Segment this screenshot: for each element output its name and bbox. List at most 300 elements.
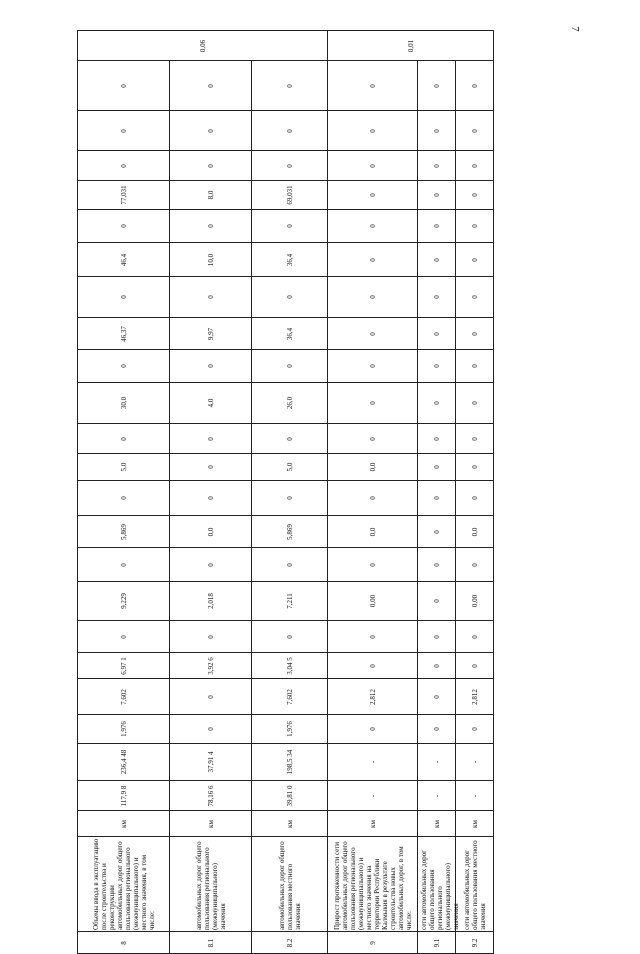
value-cell (252, 318, 328, 350)
value-text: 0 (285, 224, 294, 228)
value-text: 0 (470, 128, 479, 133)
value-text: 0 (285, 436, 294, 441)
value-text: 26,0 (285, 396, 294, 410)
value-cell (456, 61, 494, 111)
value-text: 0 (368, 496, 377, 500)
value-cell (252, 744, 328, 781)
value-cell (328, 111, 418, 151)
value-cell (78, 424, 170, 454)
value-text: 0,00 (470, 594, 479, 608)
value-text: 0 (432, 128, 441, 133)
value-text: 0 (119, 83, 128, 88)
indicator-name-cell (78, 837, 170, 932)
value-text: 0 (470, 224, 479, 228)
value-cell (456, 318, 494, 350)
value-cell (328, 679, 418, 715)
value-text: 0 (368, 562, 377, 567)
value-text: 0 (206, 295, 215, 299)
value-cell (170, 744, 252, 781)
value-cell (418, 111, 456, 151)
value-cell (252, 243, 328, 277)
unit-text: км (285, 819, 294, 828)
value-text: 0 (119, 224, 128, 228)
row-number-cell (418, 932, 456, 954)
value-cell (328, 181, 418, 210)
value-cell (328, 61, 418, 111)
value-cell (456, 350, 494, 383)
value-cell (170, 181, 252, 210)
value-band (78, 481, 494, 516)
rotated-table (77, 30, 493, 947)
value-cell (252, 454, 328, 481)
value-text: 0 (432, 465, 441, 469)
indicator-name: сети автомобильных дорог общего пользования местного значения (462, 840, 487, 930)
unit-cell (418, 811, 456, 837)
value-cell (78, 383, 170, 424)
value-text: 36,4 (285, 327, 294, 340)
value-band (78, 277, 494, 318)
page-number: 7 (569, 26, 580, 32)
value-cell (328, 210, 418, 243)
value-text: 0 (432, 562, 441, 567)
value-text: 0 (206, 83, 215, 88)
value-band (78, 715, 494, 744)
value-text: 0 (206, 436, 215, 441)
name-band (78, 837, 494, 932)
value-cell (328, 151, 418, 181)
value-cell (78, 111, 170, 151)
value-cell (78, 61, 170, 111)
value-text: 0 (470, 663, 479, 668)
value-text: 0 (368, 163, 377, 168)
value-cell (78, 454, 170, 481)
value-cell (328, 454, 418, 481)
indicator-name: Объемы ввода в эксплуатацию после строительства и реконструкции автомобильных дорог общего пользования регионального (межмуниципального) и местного значения, в том числе: (91, 838, 156, 930)
value-text: 0 (206, 364, 215, 368)
value-text: - (470, 794, 479, 797)
value-cell (418, 744, 456, 781)
value-cell (418, 715, 456, 744)
value-cell (78, 548, 170, 582)
value-text: 78,16 6 (206, 785, 215, 806)
value-text: 0 (470, 295, 479, 299)
value-band (78, 111, 494, 151)
value-text: 9,229 (119, 593, 128, 609)
row-number: 8.2 (285, 938, 294, 947)
value-text: 0 (285, 562, 294, 567)
value-text: 1,976 (285, 721, 294, 737)
value-cell (170, 210, 252, 243)
value-cell (456, 744, 494, 781)
value-text: 0 (470, 562, 479, 567)
value-text: 6,97 1 (119, 656, 128, 675)
value-cell (170, 243, 252, 277)
value-cell (418, 548, 456, 582)
value-cell (252, 350, 328, 383)
header-value-left-cell (78, 31, 328, 61)
row-number: 9.2 (470, 938, 479, 947)
value-text: 3,04 5 (285, 656, 294, 675)
value-cell (418, 454, 456, 481)
value-cell (328, 277, 418, 318)
value-cell (456, 151, 494, 181)
value-cell (418, 481, 456, 516)
value-cell (252, 181, 328, 210)
value-cell (456, 679, 494, 715)
value-text: 4,0 (206, 398, 215, 408)
value-band (78, 653, 494, 679)
value-text: 0 (285, 496, 294, 500)
value-text: 0 (470, 364, 479, 368)
value-band (78, 582, 494, 621)
value-cell (170, 111, 252, 151)
value-text: 0 (119, 128, 128, 133)
value-cell (170, 481, 252, 516)
value-text: 46,4 (119, 253, 128, 266)
value-cell (328, 383, 418, 424)
value-text: 46,37 (119, 325, 128, 342)
value-cell (328, 653, 418, 679)
indicator-name-cell (328, 837, 418, 932)
value-text: 7,602 (119, 688, 128, 705)
value-text: 0 (206, 128, 215, 133)
value-cell (78, 621, 170, 653)
value-text: 0 (206, 163, 215, 168)
value-text: 0 (119, 634, 128, 639)
row-number: 9.1 (432, 938, 441, 947)
value-cell (252, 111, 328, 151)
value-cell (418, 516, 456, 548)
value-text: - (432, 760, 441, 764)
indicator-name-cell (418, 837, 460, 932)
value-cell (328, 516, 418, 548)
value-text: 0 (470, 257, 479, 262)
value-cell (456, 210, 494, 243)
value-band (78, 781, 494, 811)
value-text: 0,0 (368, 527, 377, 536)
value-text: 0 (368, 83, 377, 88)
value-text: 0 (470, 83, 479, 88)
value-cell (328, 621, 418, 653)
value-cell (418, 181, 456, 210)
value-cell (252, 781, 328, 811)
value-text: 198,5 34 (285, 749, 294, 775)
row-number: 9 (368, 940, 377, 945)
value-cell (252, 679, 328, 715)
value-text: 0 (432, 496, 441, 500)
value-band (78, 151, 494, 181)
value-cell (78, 582, 170, 621)
indicator-name-cell (170, 837, 252, 932)
value-text: 0 (285, 364, 294, 368)
value-cell (78, 210, 170, 243)
value-cell (456, 781, 494, 811)
value-cell (252, 151, 328, 181)
value-cell (328, 481, 418, 516)
value-cell (170, 424, 252, 454)
value-text: 0 (470, 496, 479, 500)
row-number-cell (170, 932, 252, 954)
value-cell (78, 181, 170, 210)
value-cell (328, 781, 418, 811)
value-band (78, 318, 494, 350)
value-cell (78, 243, 170, 277)
value-cell (418, 277, 456, 318)
value-text: 117,9 8 (119, 785, 128, 806)
value-cell (252, 424, 328, 454)
unit-text: км (119, 819, 128, 828)
value-text: 236,4 48 (119, 749, 128, 775)
value-cell (418, 781, 456, 811)
value-text: 0 (368, 401, 377, 405)
value-cell (456, 653, 494, 679)
value-text: 0 (432, 599, 441, 603)
value-text: 5,869 (285, 523, 294, 540)
value-text: 0 (432, 193, 441, 197)
value-text: 0 (432, 401, 441, 405)
value-text: 1,976 (119, 721, 128, 737)
value-text: 0 (206, 727, 215, 731)
unit-cell (170, 811, 252, 837)
value-cell (252, 582, 328, 621)
value-text: 0,0 (206, 527, 215, 536)
value-text: 0 (432, 257, 441, 262)
unit-text: км (206, 819, 215, 828)
value-cell (170, 516, 252, 548)
value-cell (418, 61, 456, 111)
value-cell (170, 621, 252, 653)
value-cell (418, 151, 456, 181)
header-value-right: 0,01 (406, 39, 415, 52)
value-cell (418, 621, 456, 653)
value-text: 30,0 (119, 396, 128, 410)
value-cell (418, 318, 456, 350)
value-text: 0 (432, 694, 441, 699)
value-text: 0 (368, 436, 377, 441)
value-text: 0 (119, 562, 128, 567)
value-text: 0 (432, 224, 441, 228)
value-text: 0 (368, 295, 377, 299)
value-cell (78, 715, 170, 744)
value-cell (78, 653, 170, 679)
value-cell (418, 653, 456, 679)
value-text: - (368, 760, 377, 764)
row-number-cell (252, 932, 328, 954)
value-cell (456, 548, 494, 582)
value-cell (456, 424, 494, 454)
indicator-name: Прирост протяженности сети автомобильных дорог общего пользования регионального (межмуниципального) и местного значения на территории Республики Калмыкия в результате строительства новых автомобильных дорог, в том числе: (332, 841, 413, 930)
value-text: 0,00 (368, 594, 377, 608)
value-text: - (432, 794, 441, 797)
value-band (78, 181, 494, 210)
value-band (78, 61, 494, 111)
value-text: 0 (470, 193, 479, 197)
value-text: 0 (432, 364, 441, 368)
unit-cell (328, 811, 418, 837)
value-cell (252, 516, 328, 548)
value-band (78, 744, 494, 781)
value-cell (456, 715, 494, 744)
value-cell (456, 481, 494, 516)
value-cell (78, 516, 170, 548)
value-text: 36,4 (285, 253, 294, 266)
value-band (78, 454, 494, 481)
value-text: 0 (432, 163, 441, 168)
value-cell (78, 679, 170, 715)
value-band (78, 243, 494, 277)
value-band (78, 548, 494, 582)
value-cell (170, 350, 252, 383)
value-text: 7,211 (285, 593, 294, 609)
value-text: 5,0 (119, 462, 128, 472)
value-text: 0 (285, 163, 294, 168)
value-cell (328, 318, 418, 350)
value-text: 0 (285, 634, 294, 639)
value-cell (456, 277, 494, 318)
value-text: 0 (368, 224, 377, 228)
value-text: 0 (368, 331, 377, 336)
value-text: 0,0 (470, 527, 479, 536)
value-text: 0 (368, 257, 377, 262)
value-text: 2,812 (470, 688, 479, 705)
value-cell (252, 210, 328, 243)
value-text: 2,812 (368, 688, 377, 705)
value-cell (170, 582, 252, 621)
value-cell (252, 277, 328, 318)
value-cell (78, 781, 170, 811)
value-text: 9,97 (206, 327, 215, 340)
value-cell (78, 277, 170, 318)
header-value-left: 0,06 (198, 39, 207, 52)
value-text: 2,018 (206, 593, 215, 609)
value-cell (170, 277, 252, 318)
value-cell (418, 383, 456, 424)
value-band (78, 621, 494, 653)
value-text: 0 (119, 295, 128, 299)
value-text: 77,031 (119, 185, 128, 205)
value-text: 0 (206, 562, 215, 567)
value-text: 0 (470, 634, 479, 639)
value-band (78, 679, 494, 715)
value-cell (418, 350, 456, 383)
value-cell (170, 61, 252, 111)
value-band (78, 350, 494, 383)
value-text: 0 (432, 529, 441, 534)
value-text: 0 (432, 436, 441, 441)
row-number: 8 (119, 940, 128, 945)
value-cell (170, 653, 252, 679)
value-cell (418, 243, 456, 277)
indicator-name-cell (252, 837, 328, 932)
value-text: 0 (368, 663, 377, 668)
value-cell (252, 481, 328, 516)
value-cell (418, 679, 456, 715)
value-text: 5,869 (119, 523, 128, 540)
value-cell (418, 424, 456, 454)
value-cell (328, 744, 418, 781)
value-text: 0 (470, 465, 479, 469)
value-text: 0 (206, 634, 215, 639)
value-band (78, 210, 494, 243)
value-cell (252, 715, 328, 744)
number-band (78, 932, 494, 954)
value-cell (252, 653, 328, 679)
value-text: 0 (432, 663, 441, 668)
value-band (78, 383, 494, 424)
value-text: 0 (119, 436, 128, 441)
indicator-name: автомобильных дорог общего пользования регионального (межмуниципального) значения (194, 841, 227, 930)
unit-cell (456, 811, 494, 837)
value-cell (170, 383, 252, 424)
value-cell (328, 350, 418, 383)
header-value-right-cell (328, 31, 494, 61)
value-cell (252, 548, 328, 582)
value-cell (456, 181, 494, 210)
row-number-cell (456, 932, 494, 954)
value-cell (328, 582, 418, 621)
unit-text: км (432, 819, 441, 828)
unit-text: км (368, 819, 377, 828)
value-text: 0 (368, 193, 377, 197)
value-cell (456, 243, 494, 277)
value-text: 10,0 (206, 253, 215, 266)
value-text: 0 (368, 128, 377, 133)
road-indicators-table (77, 30, 494, 954)
value-text: 0 (368, 727, 377, 731)
value-text: 0 (206, 496, 215, 500)
value-cell (170, 151, 252, 181)
value-band (78, 516, 494, 548)
value-text: 0 (432, 331, 441, 336)
value-text: 0 (432, 727, 441, 731)
value-text: 0 (470, 401, 479, 405)
value-cell (78, 481, 170, 516)
value-cell (418, 582, 456, 621)
value-text: 39,81 0 (285, 785, 294, 806)
value-text: 0 (470, 436, 479, 441)
unit-band (78, 811, 494, 837)
value-cell (170, 715, 252, 744)
row-number: 8.1 (206, 938, 215, 947)
value-text: 0 (432, 634, 441, 639)
value-text: 0 (285, 295, 294, 299)
value-cell (252, 383, 328, 424)
value-text: 0 (470, 163, 479, 168)
value-text: 0 (368, 634, 377, 639)
value-cell (170, 318, 252, 350)
value-cell (456, 383, 494, 424)
unit-cell (78, 811, 170, 837)
value-cell (328, 548, 418, 582)
value-band (78, 424, 494, 454)
unit-text: км (470, 819, 479, 828)
value-cell (252, 61, 328, 111)
value-text: 8,0 (206, 190, 215, 200)
unit-cell (252, 811, 328, 837)
value-cell (170, 454, 252, 481)
row-number-cell (78, 932, 170, 954)
header-band (78, 31, 494, 61)
value-text: 0 (285, 83, 294, 88)
value-cell (328, 243, 418, 277)
value-text: 0 (206, 694, 215, 699)
value-cell (252, 621, 328, 653)
value-cell (456, 111, 494, 151)
value-cell (456, 582, 494, 621)
value-cell (328, 715, 418, 744)
value-text: 0 (206, 224, 215, 228)
value-text: - (368, 794, 377, 797)
